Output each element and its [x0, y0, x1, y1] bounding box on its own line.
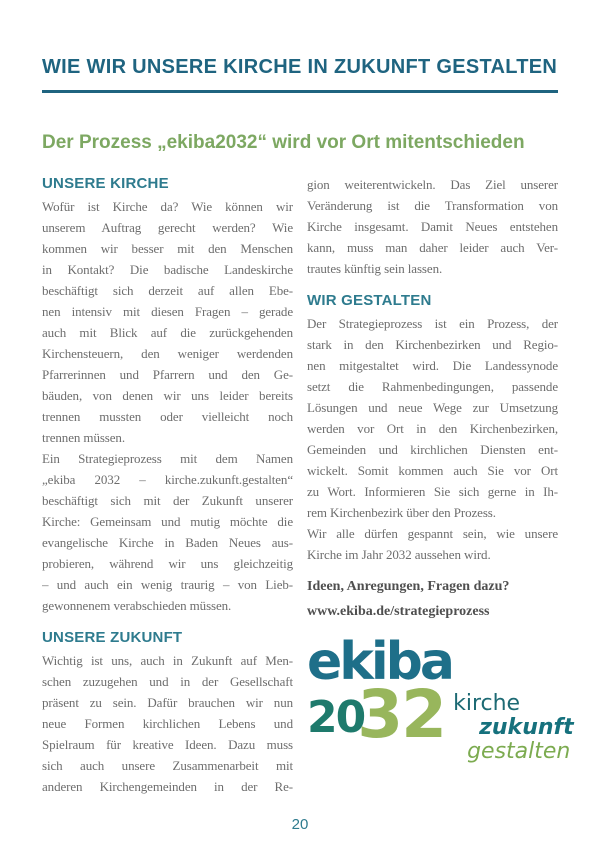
article-subtitle: Der Prozess „ekiba2032“ wird vor Ort mitentschieden — [42, 132, 525, 153]
two-column-layout — [42, 174, 574, 797]
column-left — [42, 174, 293, 797]
paragraph-wir-gestalten-1: Der Strategieprozess ist ein Prozess, der stark in den Kirchenbezirken und Regio- nen mitgestaltet wird. Die Landessynode setzt die Rahmenbedingungen, passende Lösungen und neue Wege zur Umsetzung werden vor Ort in den Kirchenbezirken, Gemeinden und kirchlichen Diensten ent- wickelt. Somit kommen auch Sie vor Ort zu Wort. Informieren Sie sich gerne in Ih- rem Kirchenbezirk über den Prozess. — [307, 316, 558, 520]
logo-tagline — [453, 692, 574, 764]
paragraph-unsere-kirche-2: Ein Strategieprozess mit dem Namen „ekiba 2032 – kirche.zukunft.gestalten“ beschäftigt sich mit der Zukunft unserer Kirche: Gemeinsam und mutig möchte die evangelische Kirche in Baden Neues aus- probieren, während wir uns gleichzeitig – und auch ein wenig traurig – von Lieb- gewonnenem verabschieden müssen. — [42, 451, 293, 613]
logo-year-row — [307, 676, 574, 764]
logo-tagline-gestalten: gestalten — [467, 739, 571, 764]
contact-question: Ideen, Anregungen, Fragen dazu? — [307, 579, 510, 594]
heading-unsere-zukunft: UNSERE ZUKUNFT — [42, 629, 183, 646]
title-rule — [42, 90, 558, 93]
heading-wir-gestalten: WIR GESTALTEN — [307, 292, 432, 309]
ekiba-2032-logo — [307, 632, 574, 764]
logo-year-32: 32 — [357, 676, 446, 753]
contact-url: www.ekiba.de/strategieprozess — [307, 604, 490, 619]
logo-year-20: 20 — [307, 692, 365, 743]
paragraph-unsere-zukunft: Wichtig ist uns, auch in Zukunft auf Men- schen zuzugehen und in der Gesellschaft präsent zu sein. Dafür brauchen wir nun neue Formen kirchlichen Lebens und Spielraum für kreative Ideen. Dazu muss sich auch unsere Zusammenarbeit mit anderen Kirchengemeinden in der Re- — [42, 653, 293, 794]
column-right — [307, 174, 574, 797]
logo-tagline-kirche: kirche — [453, 691, 521, 716]
page-title: WIE WIR UNSERE KIRCHE IN ZUKUNFT GESTALTEN — [42, 56, 558, 78]
paragraph-unsere-kirche-1: Wofür ist Kirche da? Wie können wir unserem Auftrag gerecht werden? Wie kommen wir besser mit den Menschen in Kontakt? Die badische Landeskirche beschäftigt sich derzeit auf allen Ebe- nen intensiv mit diesen Fragen – gerade auch mit Blick auf die zurückgehenden Kirchensteuern, den weniger werdenden Pfarrerinnen und Pfarrern und den Ge- bäuden, von denen wir uns leider bereits trennen mussten oder vielleicht noch trennen müssen. — [42, 199, 293, 445]
logo-wordmark: ekiba — [307, 632, 452, 692]
logo-tagline-zukunft: zukunft — [479, 715, 574, 740]
paragraph-continuation: gion weiterentwickeln. Das Ziel unserer Veränderung ist die Transformation von Kirche insgesamt. Damit Neues entstehen kann, muss man daher leider auch Ver- trautes künftig sein lassen. — [307, 177, 558, 276]
heading-unsere-kirche: UNSERE KIRCHE — [42, 175, 169, 192]
contact-block — [307, 574, 558, 624]
page-number: 20 — [291, 816, 309, 833]
paragraph-wir-gestalten-2: Wir alle dürfen gespannt sein, wie unsere Kirche im Jahr 2032 aussehen wird. — [307, 526, 558, 562]
